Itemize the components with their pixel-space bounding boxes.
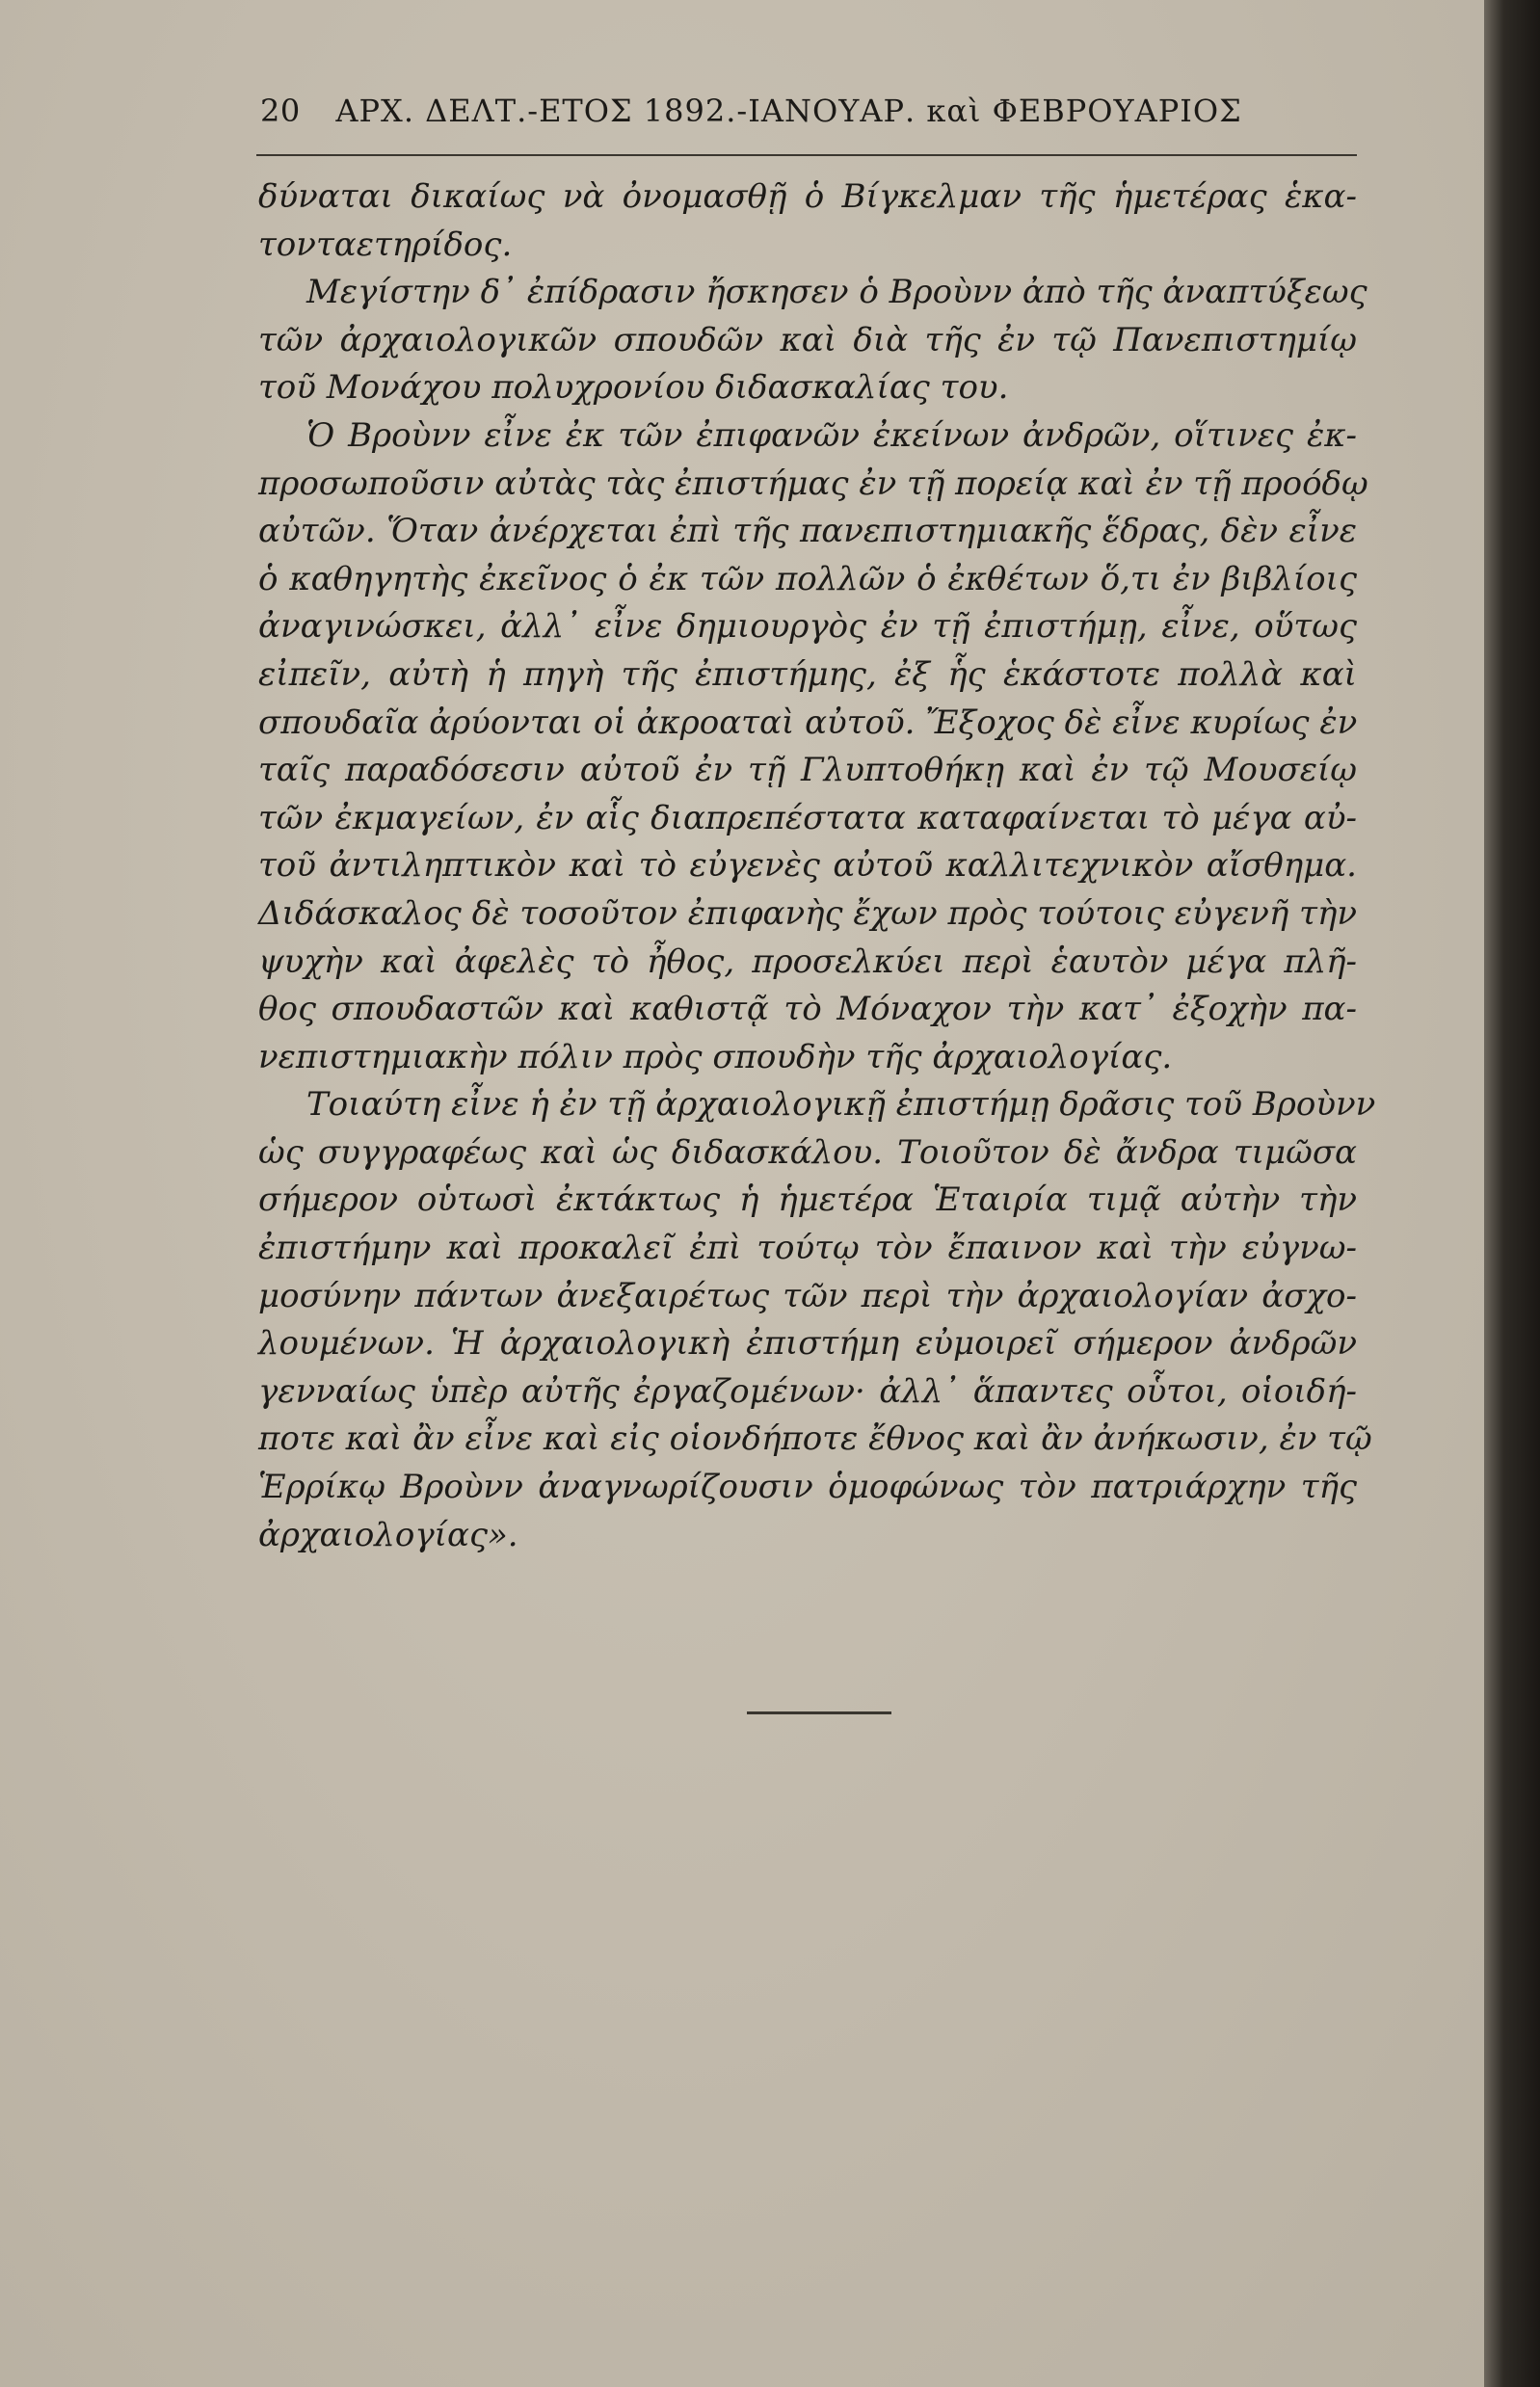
text-line: τονταετηρίδος. [258,225,513,264]
text-line: σήμερον οὑτωσὶ ἐκτάκτως ἡ ἡμετέρα Ἑταιρία τιμᾷ αὐτὴν τὴν [258,1180,1357,1220]
text-line: ποτε καὶ ἂν εἶνε καὶ εἰς οἱονδήποτε ἔθνος καὶ ἂν ἀνήκωσιν, ἐν τῷ [258,1419,1372,1459]
text-line: Τοιαύτη εἶνε ἡ ἐν τῇ ἀρχαιολογικῇ ἐπιστήμῃ δρᾶσις τοῦ Βροὺνν [306,1085,1376,1125]
text-line: μοσύνην πάντων ἀνεξαιρέτως τῶν περὶ τὴν ἀρχαιολογίαν ἀσχο- [258,1276,1357,1315]
text-line: εἰπεῖν, αὐτὴ ἡ πηγὴ τῆς ἐπιστήμης, ἐξ ἧς ἑκάστοτε πολλὰ καὶ [258,654,1357,694]
text-line: προσωποῦσιν αὐτὰς τὰς ἐπιστήμας ἐν τῇ πορείᾳ καὶ ἐν τῇ προόδῳ [258,464,1368,503]
text-line: ταῖς παραδόσεσιν αὐτοῦ ἐν τῇ Γλυπτοθήκῃ καὶ ἐν τῷ Μουσείῳ [258,751,1357,790]
text-line: τῶν ἀρχαιολογικῶν σπουδῶν καὶ διὰ τῆς ἐν τῷ Πανεπιστημίῳ [258,320,1357,359]
text-line: ὁ καθηγητὴς ἐκεῖνος ὁ ἐκ τῶν πολλῶν ὁ ἐκθέτων ὅ,τι ἐν βιβλίοις [258,559,1357,598]
text-line: τοῦ Μονάχου πολυχρονίου διδασκαλίας του. [258,368,1009,408]
book-spine-shadow [1484,0,1540,2387]
text-line: Μεγίστην δ᾽ ἐπίδρασιν ἤσκησεν ὁ Βροὺνν ἀπὸ τῆς ἀναπτύξεως [306,273,1367,312]
header-rule [256,154,1357,156]
text-line: θος σπουδαστῶν καὶ καθιστᾷ τὸ Μόναχον τὴν κατ᾽ ἐξοχὴν πα- [258,990,1357,1029]
text-line: Ἑρρίκῳ Βροὺνν ἀναγνωρίζουσιν ὁμοφώνως τὸν πατριάρχην τῆς [258,1468,1357,1507]
text-line: ἀρχαιολογίας». [258,1515,518,1554]
text-line: λουμένων. Ἡ ἀρχαιολογικὴ ἐπιστήμη εὐμοιρεῖ σήμερον ἀνδρῶν [258,1324,1357,1364]
text-line: τῶν ἐκμαγείων, ἐν αἷς διαπρεπέστατα καταφαίνεται τὸ μέγα αὐ- [258,798,1357,837]
text-line: Ὁ Βροὺνν εἶνε ἐκ τῶν ἐπιφανῶν ἐκείνων ἀνδρῶν, οἵτινες ἐκ- [306,415,1357,455]
text-line: γενναίως ὑπὲρ αὐτῆς ἐργαζομένων· ἀλλ᾽ ἅπαντες οὗτοι, οἱοιδή- [258,1371,1357,1411]
text-line: νεπιστημιακὴν πόλιν πρὸς σπουδὴν τῆς ἀρχαιολογίας. [258,1037,1173,1076]
text-line: τοῦ ἀντιληπτικὸν καὶ τὸ εὐγενὲς αὐτοῦ καλλιτεχνικὸν αἴσθημα. [258,846,1357,886]
text-line: ἀναγινώσκει, ἀλλ᾽ εἶνε δημιουργὸς ἐν τῇ ἐπιστήμῃ, εἶνε, οὕτως [258,607,1357,647]
text-line: δύναται δικαίως νὰ ὀνομασθῇ ὁ Βίγκελμαν τῆς ἡμετέρας ἑκα- [258,177,1357,216]
text-line: ὡς συγγραφέως καὶ ὡς διδασκάλου. Τοιοῦτον δὲ ἄνδρα τιμῶσα [258,1132,1357,1172]
text-line: σπουδαῖα ἀρύονται οἱ ἀκροαταὶ αὐτοῦ. Ἔξοχος δὲ εἶνε κυρίως ἐν [258,703,1358,742]
text-line: Διδάσκαλος δὲ τοσοῦτον ἐπιφανὴς ἔχων πρὸς τούτοις εὐγενῆ τὴν [258,893,1357,933]
running-header [260,93,1349,143]
body-text [258,173,1376,1559]
text-line: ψυχὴν καὶ ἀφελὲς τὸ ἦθος, προσελκύει περὶ ἑαυτὸν μέγα πλῆ- [258,942,1357,981]
text-line: ἐπιστήμην καὶ προκαλεῖ ἐπὶ τούτῳ τὸν ἔπαινον καὶ τὴν εὐγνω- [258,1229,1357,1268]
journal-title: ΑΡΧ. ΔΕΛΤ.-ΕΤΟΣ 1892.-ΙΑΝΟΥΑΡ. καὶ ΦΕΒΡΟΥΑΡΙΟΣ [335,93,1242,129]
text-line: αὐτῶν. Ὅταν ἀνέρχεται ἐπὶ τῆς πανεπιστημιακῆς ἕδρας, δὲν εἶνε [258,512,1357,551]
page-number: 20 [260,93,301,129]
closing-rule [747,1711,891,1714]
